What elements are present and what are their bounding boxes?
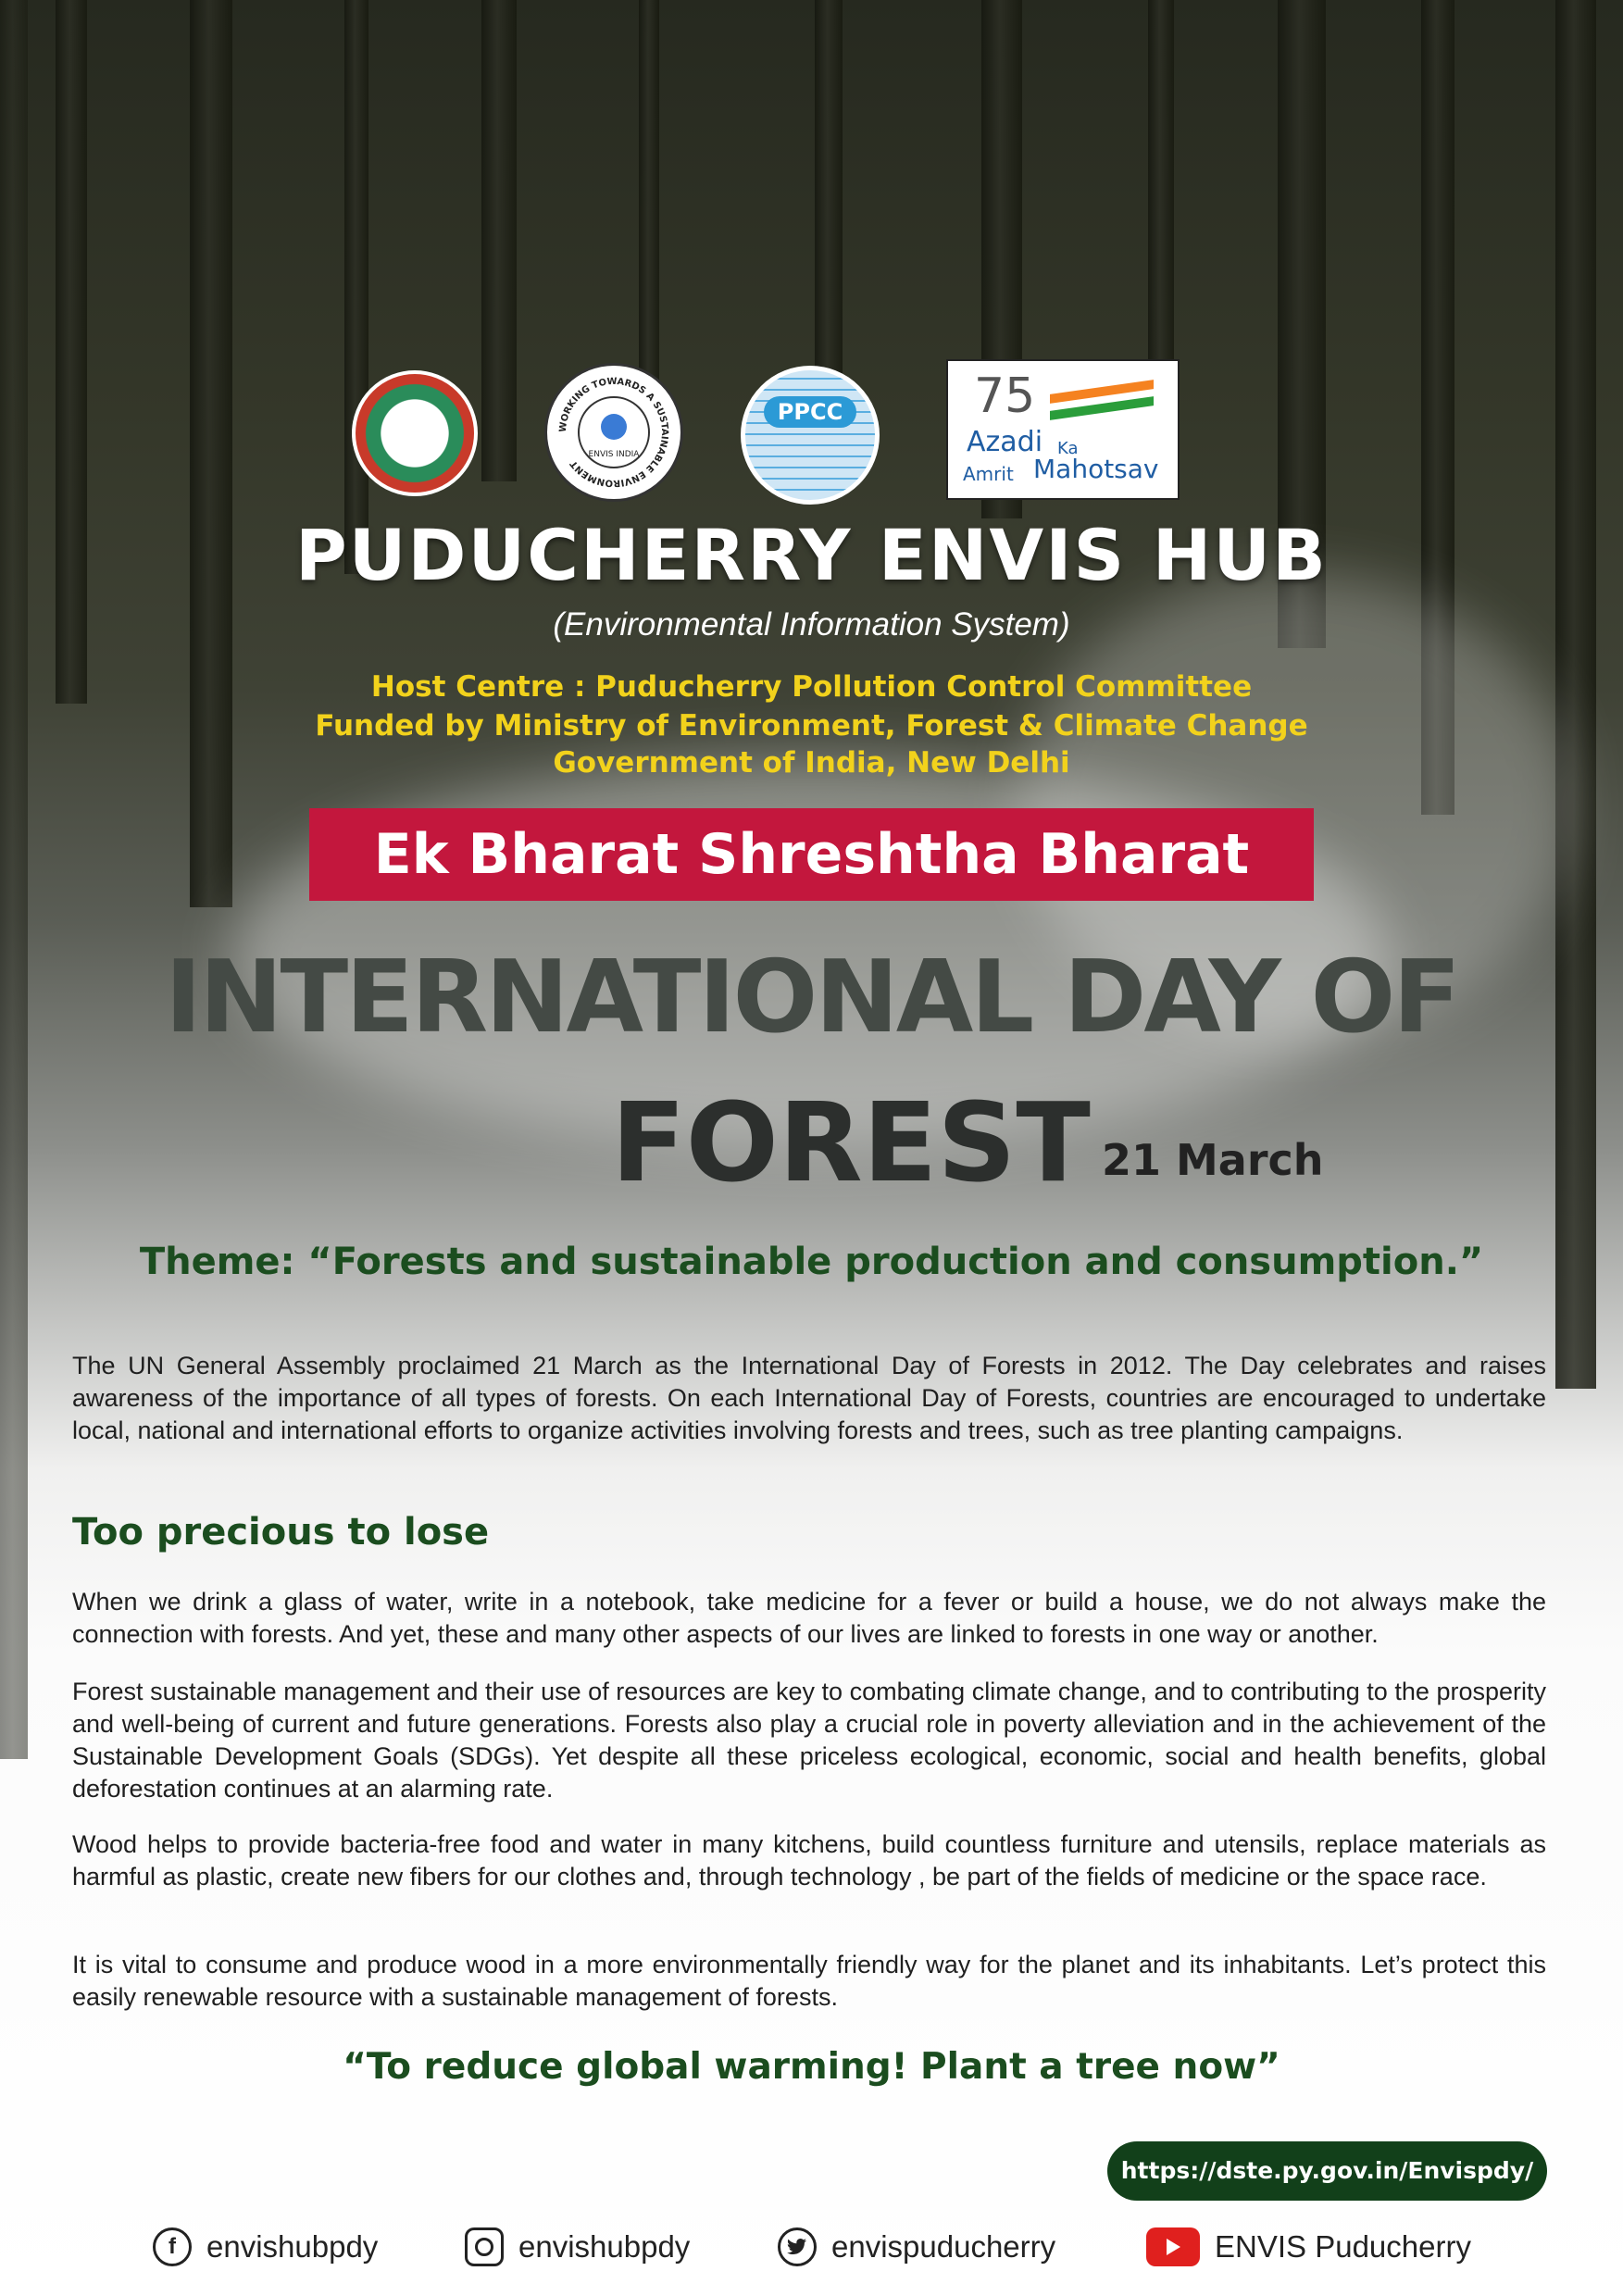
azadi-amrit: Amrit [963,463,1014,485]
facebook-handle: envishubpdy [206,2229,379,2264]
azadi-ka-amrit-mahotsav-logo [946,359,1180,500]
youtube-icon [1146,2227,1200,2266]
paragraph-1: When we drink a glass of water, write in a notebook, take medicine for a fever or build a house, we do not always make the connection with forests. And yet, these and many other aspects of our lives are linked to forests in one way or another. [72,1588,1546,1648]
azadi-number: 75 [974,368,1036,424]
twitter-link[interactable] [778,2224,1055,2270]
facebook-icon: f [153,2227,192,2266]
host-centre-line: Host Centre : Puducherry Pollution Control Committee [370,670,1253,704]
envis-ring-text: WORKING TOWARDS A SUSTAINABLE ENVIRONMENT [557,376,670,489]
paragraph-3: Wood helps to provide bacteria-free food and water in many kitchens, build countless furniture and utensils, replace materials as harmful as plastic, create new fibers for our clothes and, through technology , be part of the fields of medicine or the space race. [72,1830,1546,1890]
azadi-word: Azadi [967,426,1043,458]
paragraph-4: It is vital to consume and produce wood in a more environmentally friendly way for the planet and its inhabitants. Let’s protect this easily renewable resource with a sustainable management of forests. [72,1951,1546,2011]
instagram-handle: envishubpdy [518,2229,691,2264]
slogan: “To reduce global warming! Plant a tree now” [343,2046,1280,2088]
hub-title: PUDUCHERRY ENVIS HUB [295,514,1328,596]
youtube-link[interactable] [1146,2224,1471,2270]
envis-inner-text: ENVIS INDIA [588,450,640,459]
event-date: 21 March [1102,1135,1324,1185]
instagram-link[interactable] [465,2224,690,2270]
azadi-ka: Ka [1057,439,1079,458]
event-theme: Theme: “Forests and sustainable production and consumption.” [139,1241,1484,1283]
intro-paragraph: The UN General Assembly proclaimed 21 March as the International Day of Forests in 2012. The Day celebrates and raises awareness of the importance of all types of forests. On each International Day of Forests, countries are encouraged to undertake local, national and international efforts to organize activities involving forests and trees, such as tree planting campaigns. [72,1352,1546,1444]
twitter-handle: envispuducherry [831,2229,1056,2264]
event-title-line1: INTERNATIONAL DAY OF [164,940,1459,1055]
azadi-mahotsav: Mahotsav [1033,454,1159,484]
website-link[interactable]: https://dste.py.gov.in/Envispdy/ [1107,2141,1547,2201]
ppcc-text: PPCC [764,396,856,428]
twitter-icon [778,2227,817,2266]
ek-bharat-banner: Ek Bharat Shreshtha Bharat [309,808,1314,901]
facebook-link[interactable] [153,2224,378,2270]
section-heading: Too precious to lose [72,1511,490,1554]
envis-logo [544,363,683,502]
funded-by-line: Funded by Ministry of Environment, Forest & Climate Change [315,709,1308,742]
instagram-icon [465,2227,504,2266]
puducherry-emblem-logo [352,370,478,496]
ppcc-logo [741,366,880,505]
youtube-channel: ENVIS Puducherry [1215,2229,1471,2264]
event-title-line2: FOREST [611,1079,1091,1206]
hub-subtitle: (Environmental Information System) [553,606,1070,643]
paragraph-2: Forest sustainable management and their use of resources are key to combating climate change, and to contributing to the prosperity and well-being of current and future generations. Forests also play a crucial role in poverty alleviation and in the achievement of the Sustainable Development Goals (SDGs). Yet despite all these priceless ecological, economic, social and health benefits, global deforestation continues at an alarming rate. [72,1678,1546,1803]
government-line: Government of India, New Delhi [553,746,1070,780]
